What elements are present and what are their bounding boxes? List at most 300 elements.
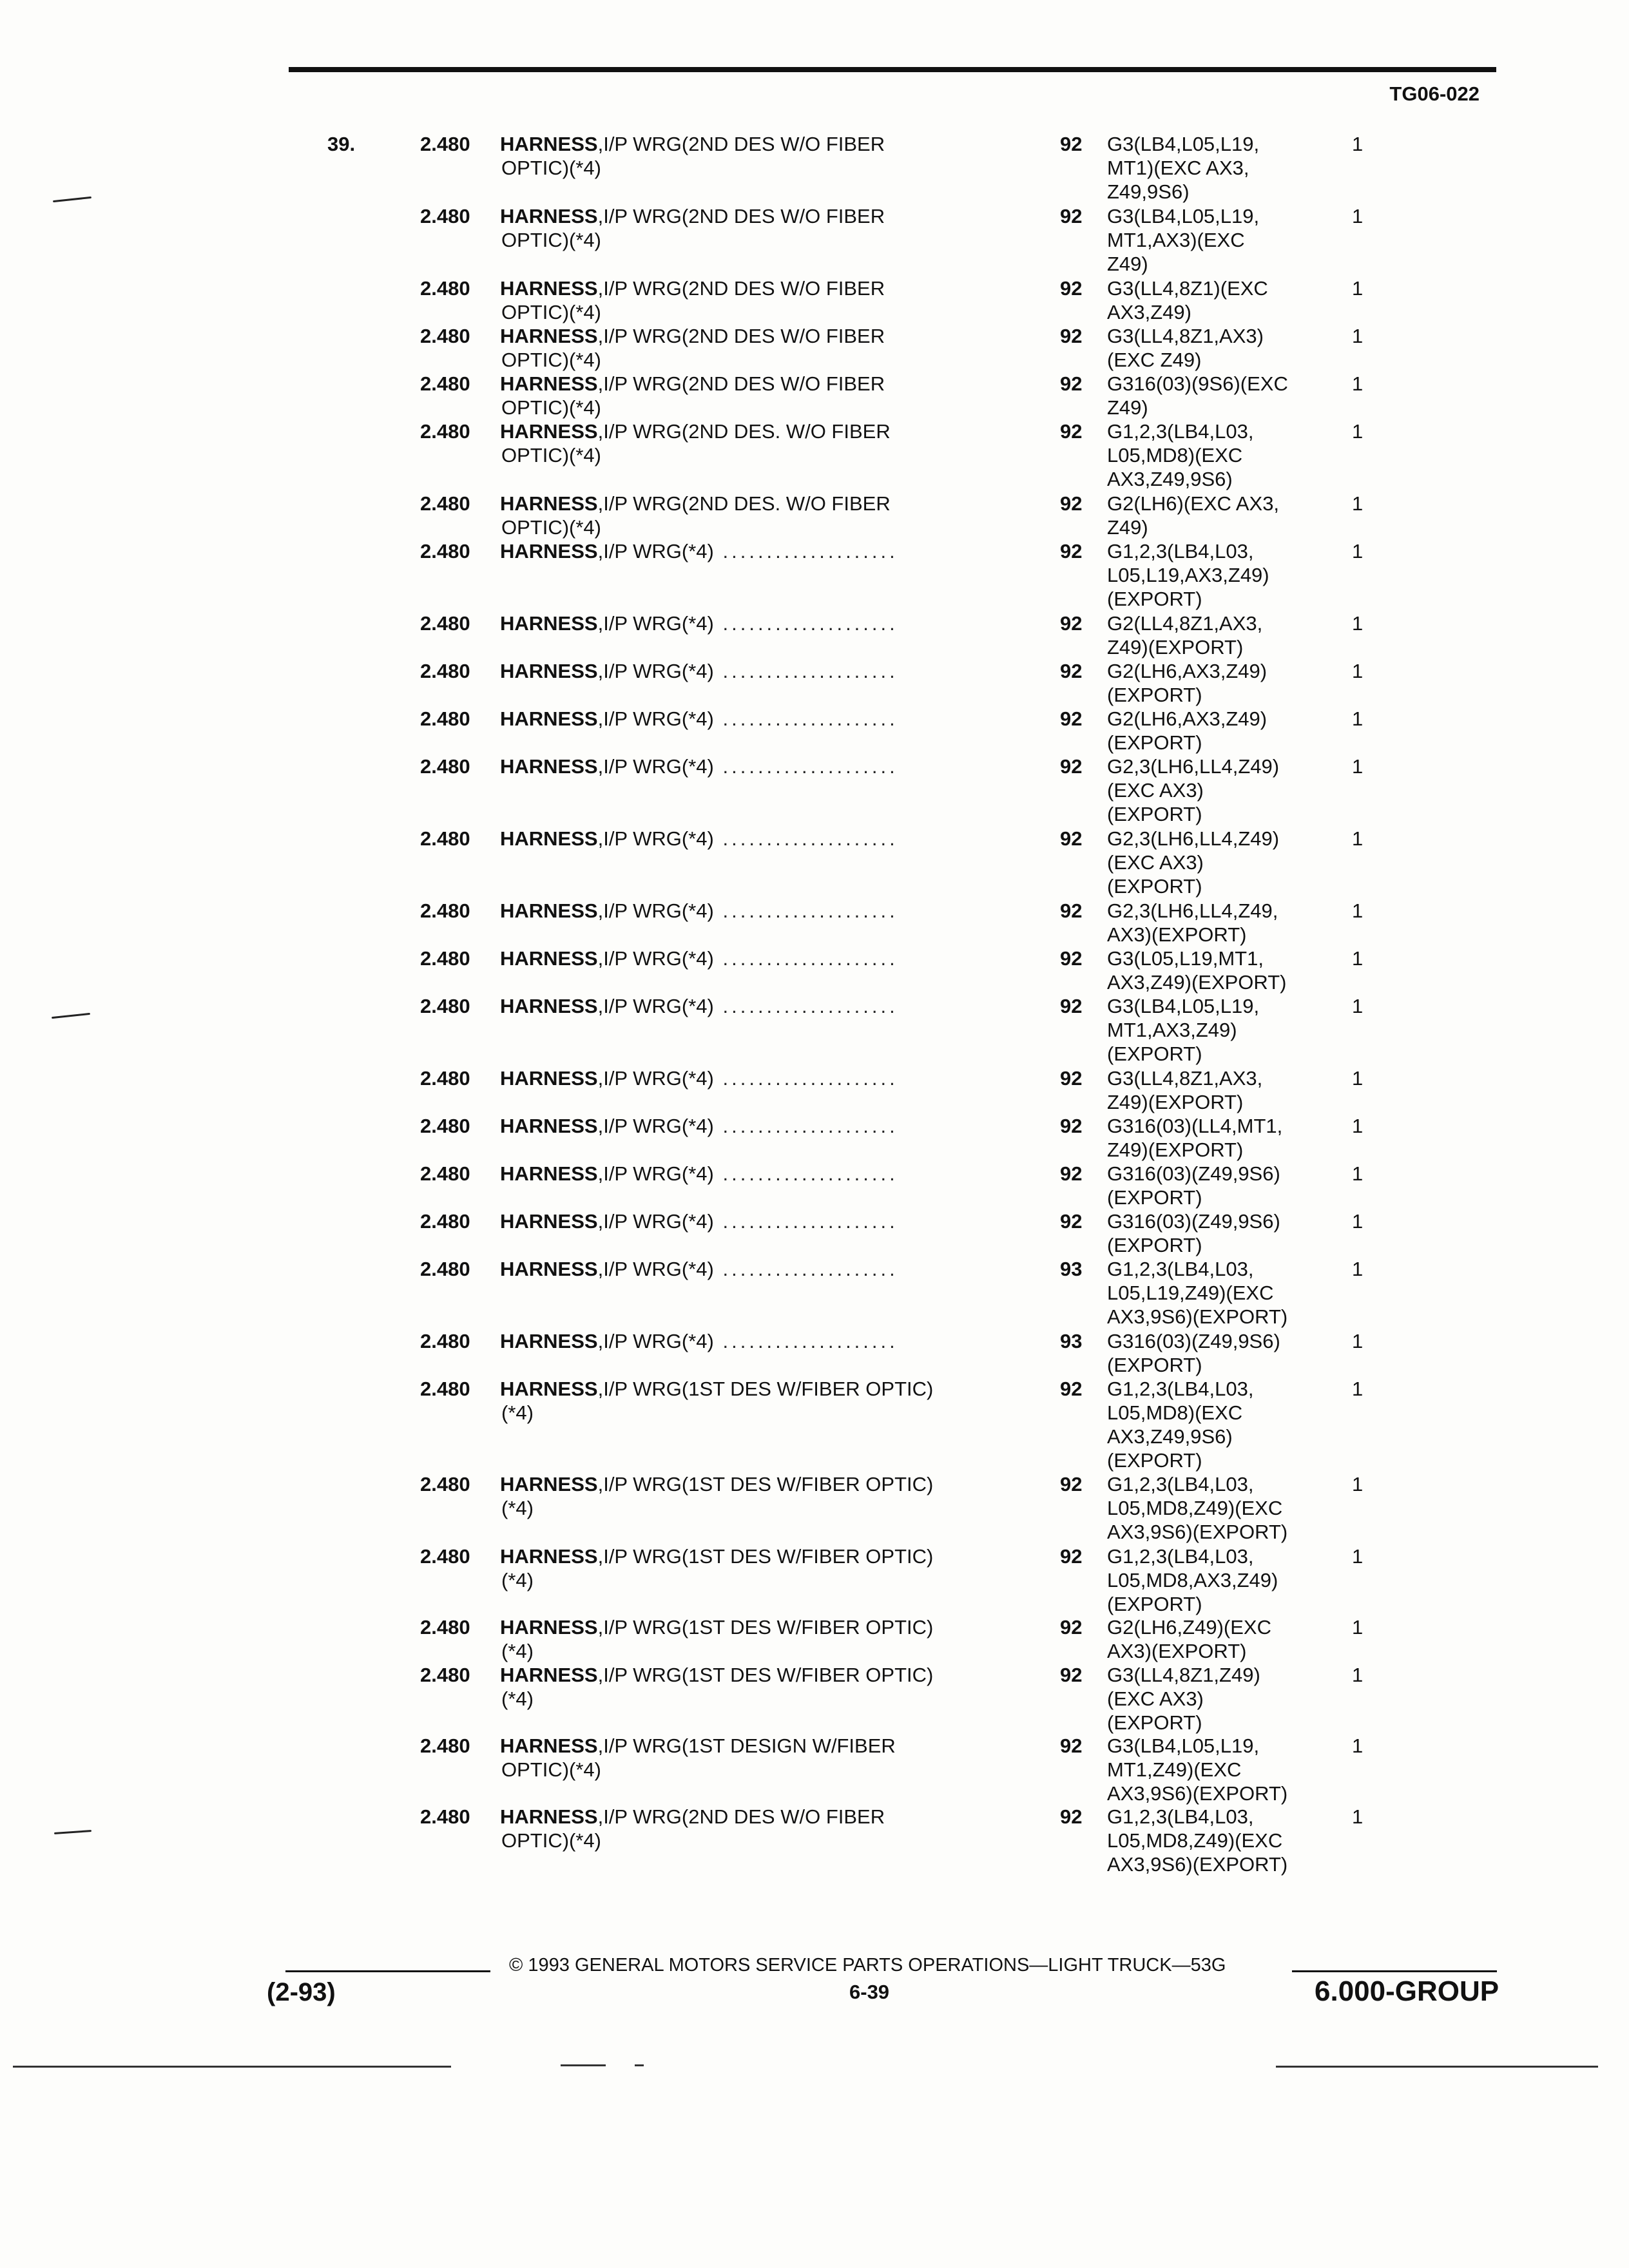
usage-codes (1107, 947, 1326, 994)
reference-number: 2.480 (420, 1210, 470, 1233)
quantity: 1 (1352, 420, 1364, 443)
usage-line: L05,MD8,Z49)(EXC (1107, 1497, 1283, 1519)
quantity: 1 (1352, 1735, 1364, 1757)
usage-line: G3(LB4,L05,L19, (1107, 995, 1260, 1017)
usage-line: G1,2,3(LB4,L03, (1107, 420, 1254, 443)
usage-line: AX3)(EXPORT) (1107, 1640, 1247, 1662)
quantity: 1 (1352, 1330, 1364, 1352)
part-name: HARNESS (500, 660, 598, 682)
top-rule (289, 67, 1496, 72)
quantity: 1 (1352, 1664, 1364, 1686)
reference-number: 2.480 (420, 660, 470, 682)
part-name: HARNESS (500, 420, 598, 443)
usage-line: G1,2,3(LB4,L03, (1107, 1545, 1254, 1568)
part-description (500, 1257, 1016, 1281)
reference-number: 2.480 (420, 277, 470, 300)
usage-codes (1107, 899, 1326, 947)
quantity: 1 (1352, 612, 1364, 635)
usage-line: G3(L05,L19,MT1, (1107, 947, 1264, 970)
part-name: HARNESS (500, 995, 598, 1017)
reference-number: 2.480 (420, 133, 470, 155)
reference-number: 2.480 (420, 899, 470, 922)
usage-line: (EXPORT) (1107, 684, 1202, 706)
leader-dots: .................... (713, 612, 898, 635)
quantity: 1 (1352, 947, 1364, 970)
description-line: OPTIC)(*4) (501, 396, 601, 419)
usage-line: (EXPORT) (1107, 1593, 1202, 1615)
description-line: ,I/P WRG(1ST DES W/FIBER OPTIC) (597, 1616, 934, 1639)
reference-number: 2.480 (420, 1805, 470, 1828)
usage-codes (1107, 492, 1326, 539)
quantity: 1 (1352, 277, 1364, 300)
description-line: OPTIC)(*4) (501, 1758, 601, 1781)
quantity: 1 (1352, 540, 1364, 562)
parts-entry (0, 324, 1629, 372)
reference-number: 2.480 (420, 1330, 470, 1352)
usage-line: G316(03)(9S6)(EXC (1107, 372, 1288, 395)
model-year: 92 (1060, 1545, 1083, 1568)
reference-number: 2.480 (420, 755, 470, 778)
usage-line: G3(LL4,8Z1,AX3) (1107, 325, 1264, 347)
usage-line: (EXPORT) (1107, 731, 1202, 754)
usage-line: G2(LL4,8Z1,AX3, (1107, 612, 1263, 635)
usage-codes (1107, 1805, 1326, 1876)
usage-line: MT1,AX3)(EXC (1107, 229, 1245, 251)
usage-line: G1,2,3(LB4,L03, (1107, 1258, 1254, 1280)
usage-codes (1107, 324, 1326, 372)
parts-entry (0, 539, 1629, 611)
scan-line (561, 2064, 606, 2066)
usage-codes (1107, 1209, 1326, 1257)
part-name: HARNESS (500, 492, 598, 515)
usage-line: (EXPORT) (1107, 1354, 1202, 1376)
usage-line: G2(LH6,AX3,Z49) (1107, 707, 1268, 730)
parts-entry (0, 132, 1629, 204)
usage-codes (1107, 1257, 1326, 1329)
leader-dots: .................... (713, 995, 898, 1017)
reference-number: 2.480 (420, 420, 470, 443)
parts-entry (0, 204, 1629, 276)
usage-line: G1,2,3(LB4,L03, (1107, 1473, 1254, 1495)
usage-line: Z49) (1107, 396, 1148, 419)
parts-entry (0, 1066, 1629, 1114)
part-description (500, 539, 1016, 563)
parts-entry (0, 707, 1629, 754)
quantity: 1 (1352, 1805, 1364, 1828)
part-description (500, 1734, 1016, 1782)
description-line: (*4) (501, 1687, 534, 1710)
usage-line: (EXPORT) (1107, 1186, 1202, 1209)
part-name: HARNESS (500, 612, 598, 635)
leader-dots: .................... (713, 1067, 898, 1090)
model-year: 93 (1060, 1330, 1083, 1352)
part-name: HARNESS (500, 1258, 598, 1280)
usage-line: (EXPORT) (1107, 588, 1202, 610)
leader-dots: .................... (713, 1162, 898, 1185)
usage-line: AX3,9S6)(EXPORT) (1107, 1521, 1288, 1543)
model-year: 92 (1060, 540, 1083, 562)
description-line: OPTIC)(*4) (501, 157, 601, 179)
usage-line: L05,MD8)(EXC (1107, 444, 1243, 466)
quantity: 1 (1352, 1162, 1364, 1185)
part-name: HARNESS (500, 1162, 598, 1185)
usage-line: (EXC Z49) (1107, 349, 1202, 371)
part-description (500, 1329, 1016, 1353)
reference-number: 2.480 (420, 205, 470, 227)
description-line: OPTIC)(*4) (501, 1829, 601, 1852)
reference-number: 2.480 (420, 612, 470, 635)
usage-codes (1107, 1066, 1326, 1114)
model-year: 92 (1060, 325, 1083, 347)
part-description (500, 204, 1016, 252)
usage-codes (1107, 1472, 1326, 1544)
model-year: 92 (1060, 947, 1083, 970)
description-line: ,I/P WRG(*4) (597, 1115, 714, 1137)
quantity: 1 (1352, 205, 1364, 227)
usage-line: AX3,9S6)(EXPORT) (1107, 1305, 1288, 1328)
description-line: OPTIC)(*4) (501, 516, 601, 539)
part-description (500, 276, 1016, 324)
usage-line: G2,3(LH6,LL4,Z49) (1107, 755, 1280, 778)
usage-line: MT1)(EXC AX3, (1107, 157, 1249, 179)
description-line: ,I/P WRG(2ND DES W/O FIBER (597, 325, 885, 347)
reference-number: 2.480 (420, 1115, 470, 1137)
usage-line: G1,2,3(LB4,L03, (1107, 1805, 1254, 1828)
leader-dots: .................... (713, 660, 898, 682)
part-name: HARNESS (500, 1330, 598, 1352)
description-line: (*4) (501, 1497, 534, 1519)
usage-line: AX3,Z49) (1107, 301, 1191, 323)
model-year: 92 (1060, 612, 1083, 635)
usage-line: G2(LH6,AX3,Z49) (1107, 660, 1268, 682)
usage-line: L05,L19,AX3,Z49) (1107, 564, 1269, 586)
part-description (500, 1066, 1016, 1090)
page-number: 6-39 (849, 1981, 890, 2003)
quantity: 1 (1352, 1473, 1364, 1495)
part-description (500, 1805, 1016, 1852)
leader-dots: .................... (713, 540, 898, 562)
parts-entry (0, 947, 1629, 994)
part-name: HARNESS (500, 947, 598, 970)
description-line: ,I/P WRG(*4) (597, 1258, 714, 1280)
description-line: ,I/P WRG(*4) (597, 755, 714, 778)
usage-codes (1107, 611, 1326, 659)
part-name: HARNESS (500, 277, 598, 300)
quantity: 1 (1352, 827, 1364, 850)
part-name: HARNESS (500, 1473, 598, 1495)
part-name: HARNESS (500, 133, 598, 155)
part-name: HARNESS (500, 1805, 598, 1828)
usage-codes (1107, 372, 1326, 419)
usage-line: L05,MD8)(EXC (1107, 1401, 1243, 1424)
usage-line: AX3,Z49)(EXPORT) (1107, 971, 1287, 994)
part-description (500, 827, 1016, 850)
part-name: HARNESS (500, 1616, 598, 1639)
leader-dots: .................... (713, 899, 898, 922)
part-name: HARNESS (500, 372, 598, 395)
part-description (500, 611, 1016, 635)
parts-entry (0, 1377, 1629, 1472)
part-description (500, 324, 1016, 372)
usage-codes (1107, 1162, 1326, 1209)
part-description (500, 1377, 1016, 1425)
parts-entry (0, 659, 1629, 707)
description-line: OPTIC)(*4) (501, 301, 601, 323)
description-line: ,I/P WRG(1ST DES W/FIBER OPTIC) (597, 1664, 934, 1686)
usage-line: (EXC AX3) (1107, 851, 1204, 874)
description-line: ,I/P WRG(*4) (597, 827, 714, 850)
usage-line: G3(LL4,8Z1)(EXC (1107, 277, 1268, 300)
usage-line: Z49,9S6) (1107, 180, 1190, 203)
scan-line (13, 2066, 451, 2068)
usage-line: G3(LB4,L05,L19, (1107, 205, 1260, 227)
part-name: HARNESS (500, 899, 598, 922)
parts-entry (0, 754, 1629, 827)
description-line: (*4) (501, 1401, 534, 1424)
part-name: HARNESS (500, 827, 598, 850)
usage-line: G316(03)(Z49,9S6) (1107, 1162, 1280, 1185)
usage-line: G3(LB4,L05,L19, (1107, 1735, 1260, 1757)
description-line: ,I/P WRG(*4) (597, 995, 714, 1017)
description-line: ,I/P WRG(*4) (597, 612, 714, 635)
description-line: ,I/P WRG(1ST DES W/FIBER OPTIC) (597, 1545, 934, 1568)
parts-entry (0, 1663, 1629, 1734)
parts-entry (0, 1472, 1629, 1544)
parts-entry (0, 1114, 1629, 1162)
quantity: 1 (1352, 1210, 1364, 1233)
parts-entry (0, 372, 1629, 419)
model-year: 92 (1060, 277, 1083, 300)
leader-dots: .................... (713, 1210, 898, 1233)
reference-number: 2.480 (420, 372, 470, 395)
description-line: (*4) (501, 1569, 534, 1591)
usage-codes (1107, 659, 1326, 707)
usage-line: (EXC AX3) (1107, 779, 1204, 802)
reference-number: 2.480 (420, 827, 470, 850)
quantity: 1 (1352, 325, 1364, 347)
description-line: ,I/P WRG(*4) (597, 707, 714, 730)
quantity: 1 (1352, 1258, 1364, 1280)
usage-codes (1107, 754, 1326, 826)
usage-line: Z49)(EXPORT) (1107, 1139, 1244, 1161)
model-year: 92 (1060, 1115, 1083, 1137)
usage-line: G3(LL4,8Z1,Z49) (1107, 1664, 1260, 1686)
parts-entry (0, 1209, 1629, 1257)
part-description (500, 899, 1016, 923)
parts-entry (0, 276, 1629, 324)
usage-line: AX3,9S6)(EXPORT) (1107, 1782, 1288, 1805)
parts-entry (0, 899, 1629, 947)
parts-entry (0, 827, 1629, 899)
item-number: 39. (327, 133, 356, 155)
date-code: (2-93) (267, 1978, 336, 2006)
part-name: HARNESS (500, 755, 598, 778)
quantity: 1 (1352, 133, 1364, 155)
model-year: 92 (1060, 1664, 1083, 1686)
description-line: ,I/P WRG(1ST DES W/FIBER OPTIC) (597, 1378, 934, 1400)
usage-line: G3(LB4,L05,L19, (1107, 133, 1260, 155)
usage-line: L05,MD8,Z49)(EXC (1107, 1829, 1283, 1852)
quantity: 1 (1352, 1378, 1364, 1400)
usage-line: MT1,AX3,Z49) (1107, 1019, 1237, 1041)
description-line: ,I/P WRG(*4) (597, 1067, 714, 1090)
usage-line: (EXC AX3) (1107, 1687, 1204, 1710)
leader-dots: .................... (713, 1258, 898, 1280)
usage-codes (1107, 994, 1326, 1066)
model-year: 92 (1060, 492, 1083, 515)
part-name: HARNESS (500, 325, 598, 347)
description-line: OPTIC)(*4) (501, 229, 601, 251)
reference-number: 2.480 (420, 492, 470, 515)
scan-line (635, 2064, 644, 2066)
footer-rule-right (1292, 1970, 1497, 1972)
usage-codes (1107, 1615, 1326, 1663)
copyright-line: © 1993 GENERAL MOTORS SERVICE PARTS OPERATIONS—LIGHT TRUCK—53G (509, 1955, 1226, 1975)
usage-codes (1107, 132, 1326, 204)
leader-dots: .................... (713, 755, 898, 778)
model-year: 92 (1060, 1735, 1083, 1757)
usage-codes (1107, 1663, 1326, 1735)
description-line: (*4) (501, 1640, 534, 1662)
part-description (500, 1114, 1016, 1138)
description-line: ,I/P WRG(1ST DES W/FIBER OPTIC) (597, 1473, 934, 1495)
leader-dots: .................... (713, 1330, 898, 1352)
part-description (500, 1472, 1016, 1520)
part-description (500, 659, 1016, 683)
usage-codes (1107, 1734, 1326, 1805)
part-name: HARNESS (500, 1545, 598, 1568)
leader-dots: .................... (713, 827, 898, 850)
parts-entry (0, 1734, 1629, 1805)
parts-entry (0, 611, 1629, 659)
usage-line: AX3,9S6)(EXPORT) (1107, 1853, 1288, 1876)
usage-line: (EXPORT) (1107, 803, 1202, 825)
leader-dots: .................... (713, 707, 898, 730)
quantity: 1 (1352, 1616, 1364, 1639)
part-description (500, 372, 1016, 419)
usage-line: L05,L19,Z49)(EXC (1107, 1282, 1274, 1304)
part-name: HARNESS (500, 1115, 598, 1137)
reference-number: 2.480 (420, 947, 470, 970)
part-name: HARNESS (500, 1378, 598, 1400)
scan-line (1276, 2066, 1598, 2068)
usage-codes (1107, 827, 1326, 898)
description-line: ,I/P WRG(2ND DES W/O FIBER (597, 133, 885, 155)
parts-entry (0, 1257, 1629, 1329)
reference-number: 2.480 (420, 1545, 470, 1568)
part-description (500, 492, 1016, 539)
usage-line: G316(03)(Z49,9S6) (1107, 1210, 1280, 1233)
quantity: 1 (1352, 707, 1364, 730)
description-line: ,I/P WRG(*4) (597, 899, 714, 922)
usage-line: (EXPORT) (1107, 1711, 1202, 1734)
usage-line: (EXPORT) (1107, 1043, 1202, 1065)
part-description (500, 1544, 1016, 1592)
part-description (500, 994, 1016, 1018)
part-name: HARNESS (500, 707, 598, 730)
model-year: 92 (1060, 133, 1083, 155)
usage-codes (1107, 1114, 1326, 1162)
model-year: 92 (1060, 1162, 1083, 1185)
part-description (500, 754, 1016, 778)
description-line: ,I/P WRG(1ST DESIGN W/FIBER (597, 1735, 896, 1757)
usage-line: (EXPORT) (1107, 875, 1202, 898)
description-line: ,I/P WRG(2ND DES W/O FIBER (597, 372, 885, 395)
model-year: 92 (1060, 899, 1083, 922)
description-line: OPTIC)(*4) (501, 444, 601, 466)
model-year: 92 (1060, 372, 1083, 395)
usage-line: G2,3(LH6,LL4,Z49) (1107, 827, 1280, 850)
part-description (500, 1162, 1016, 1186)
usage-codes (1107, 1377, 1326, 1472)
reference-number: 2.480 (420, 995, 470, 1017)
description-line: ,I/P WRG(*4) (597, 947, 714, 970)
quantity: 1 (1352, 1067, 1364, 1090)
usage-codes (1107, 1544, 1326, 1616)
usage-line: G316(03)(LL4,MT1, (1107, 1115, 1283, 1137)
description-line: ,I/P WRG(*4) (597, 1162, 714, 1185)
quantity: 1 (1352, 492, 1364, 515)
part-description (500, 419, 1016, 467)
quantity: 1 (1352, 1115, 1364, 1137)
reference-number: 2.480 (420, 1162, 470, 1185)
description-line: ,I/P WRG(*4) (597, 660, 714, 682)
model-year: 92 (1060, 1616, 1083, 1639)
reference-number: 2.480 (420, 1664, 470, 1686)
leader-dots: .................... (713, 1115, 898, 1137)
usage-codes (1107, 707, 1326, 754)
parts-entry (0, 994, 1629, 1066)
part-description (500, 132, 1016, 180)
usage-codes (1107, 419, 1326, 491)
usage-line: G2,3(LH6,LL4,Z49, (1107, 899, 1278, 922)
usage-line: (EXPORT) (1107, 1449, 1202, 1472)
quantity: 1 (1352, 660, 1364, 682)
part-description (500, 707, 1016, 731)
usage-line: Z49)(EXPORT) (1107, 636, 1244, 658)
model-year: 92 (1060, 660, 1083, 682)
model-year: 92 (1060, 205, 1083, 227)
reference-number: 2.480 (420, 1067, 470, 1090)
description-line: ,I/P WRG(2ND DES W/O FIBER (597, 277, 885, 300)
leader-dots: .................... (713, 947, 898, 970)
quantity: 1 (1352, 899, 1364, 922)
usage-line: G2(LH6,Z49)(EXC (1107, 1616, 1271, 1639)
usage-codes (1107, 1329, 1326, 1377)
reference-number: 2.480 (420, 1473, 470, 1495)
group-label: 6.000-GROUP (1315, 1975, 1499, 2007)
usage-line: AX3,Z49,9S6) (1107, 1425, 1233, 1448)
parts-entry (0, 1162, 1629, 1209)
usage-line: Z49) (1107, 516, 1148, 539)
model-year: 92 (1060, 827, 1083, 850)
model-year: 92 (1060, 420, 1083, 443)
reference-number: 2.480 (420, 1258, 470, 1280)
quantity: 1 (1352, 755, 1364, 778)
reference-number: 2.480 (420, 1735, 470, 1757)
parts-entry (0, 492, 1629, 539)
reference-number: 2.480 (420, 1378, 470, 1400)
model-year: 92 (1060, 1805, 1083, 1828)
part-description (500, 1209, 1016, 1233)
description-line: ,I/P WRG(*4) (597, 540, 714, 562)
part-name: HARNESS (500, 540, 598, 562)
description-line: ,I/P WRG(2ND DES W/O FIBER (597, 1805, 885, 1828)
usage-codes (1107, 539, 1326, 611)
model-year: 92 (1060, 1473, 1083, 1495)
part-name: HARNESS (500, 1664, 598, 1686)
parts-entry (0, 419, 1629, 492)
